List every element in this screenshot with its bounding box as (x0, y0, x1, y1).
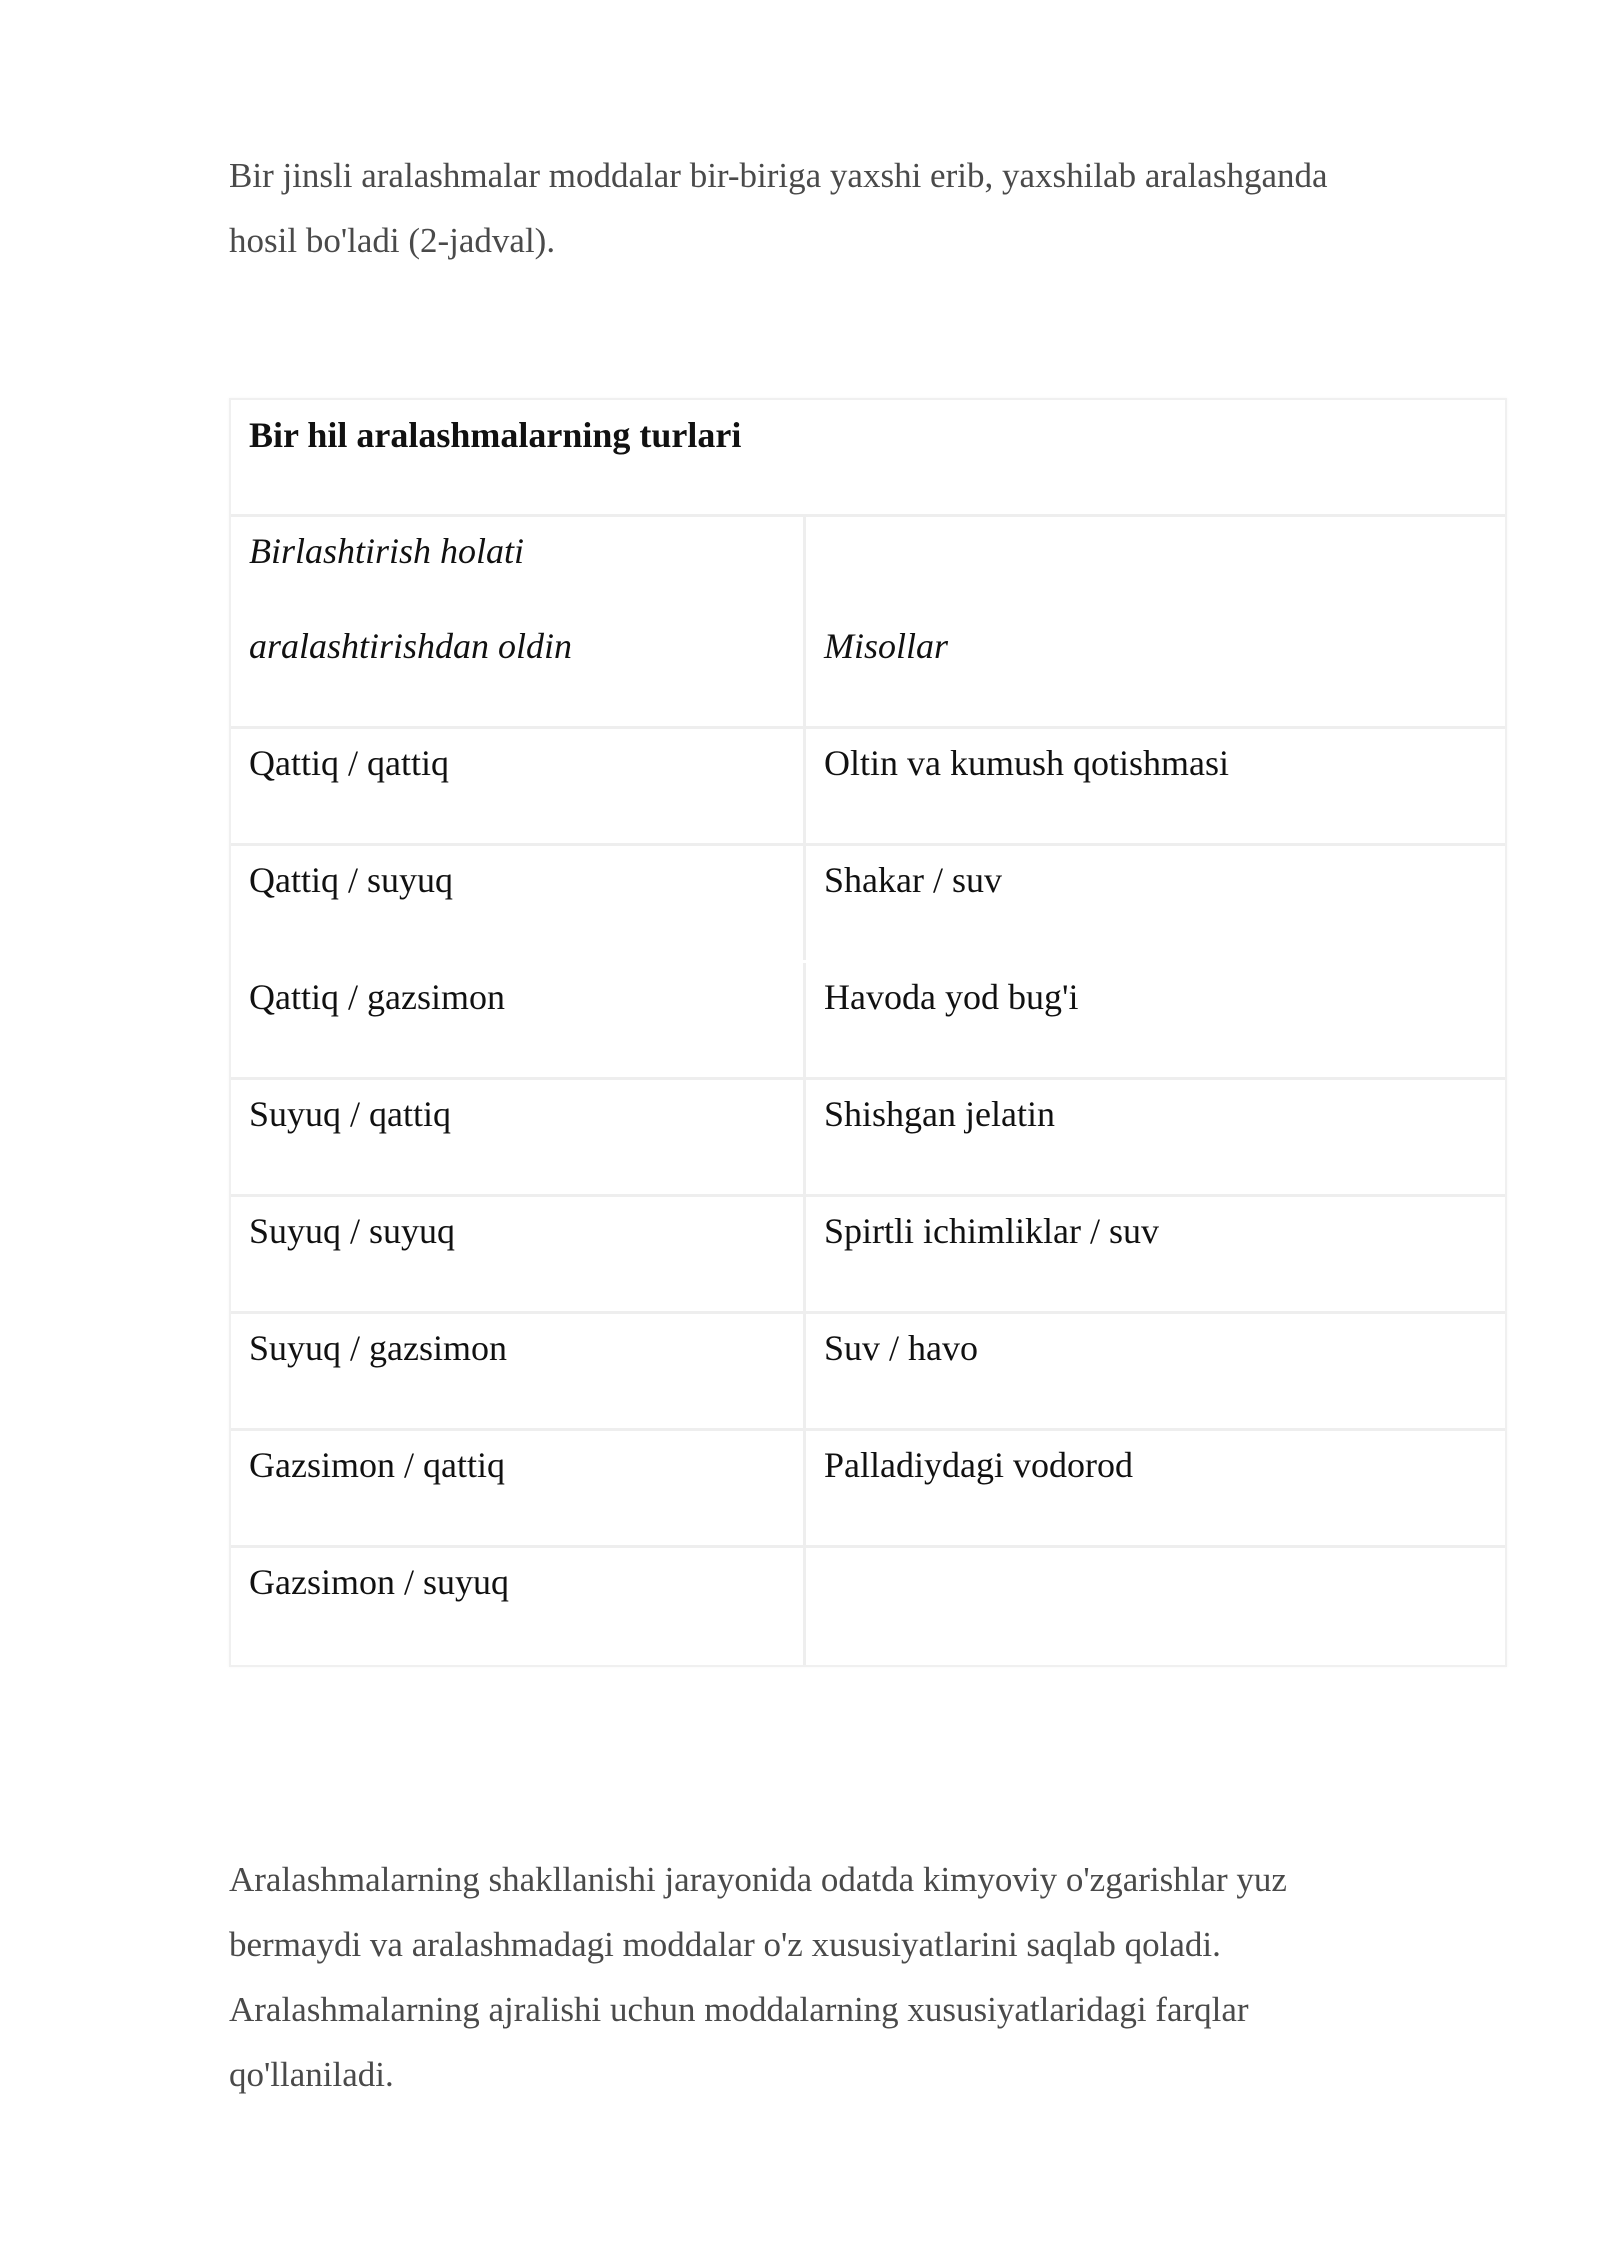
table-row (231, 1548, 1505, 1665)
mixture-types-table (229, 398, 1507, 1667)
header-state-cell (231, 517, 806, 726)
table-row (231, 1314, 1505, 1431)
table-row (231, 846, 1505, 963)
outro-line-1: Aralashmalarning shakllanishi jarayonida odatda kimyoviy o'zgarishlar yuz (229, 1860, 1287, 1899)
header-state-line-1: Birlashtirish holati (249, 531, 525, 571)
example-cell: Palladiydagi vodorod (824, 1445, 1133, 1485)
state-cell: Gazsimon / qattiq (231, 1431, 806, 1545)
header-state-line-2: aralashtirishdan oldin (249, 626, 573, 666)
table-header-row (231, 517, 1505, 729)
state-cell: Suyuq / gazsimon (231, 1314, 806, 1428)
example-cell (806, 1548, 1505, 1665)
table-row (231, 729, 1505, 846)
example-cell: Shishgan jelatin (824, 1094, 1055, 1134)
example-cell: Oltin va kumush qotishmasi (824, 743, 1229, 783)
intro-paragraph (229, 143, 1469, 273)
example-cell: Suv / havo (824, 1328, 979, 1368)
header-examples-cell (806, 517, 1505, 726)
intro-line-1: Bir jinsli aralashmalar moddalar bir-biriga yaxshi erib, yaxshilab aralashganda (229, 156, 1328, 195)
intro-line-2: hosil bo'ladi (2-jadval). (229, 221, 556, 260)
state-cell: Qattiq / gazsimon (231, 963, 806, 1077)
table-row (231, 1431, 1505, 1548)
example-cell: Spirtli ichimliklar / suv (824, 1211, 1159, 1251)
state-cell: Gazsimon / suyuq (231, 1548, 806, 1665)
outro-paragraph (229, 1847, 1469, 2107)
table-caption: Bir hil aralashmalarning turlari (231, 400, 1505, 517)
outro-line-4: qo'llaniladi. (229, 2055, 394, 2094)
outro-line-3: Aralashmalarning ajralishi uchun moddalarning xususiyatlaridagi farqlar (229, 1990, 1249, 2029)
table-row (231, 1080, 1505, 1197)
state-cell: Suyuq / suyuq (231, 1197, 806, 1311)
example-cell: Havoda yod bug'i (824, 977, 1079, 1017)
state-cell: Qattiq / qattiq (231, 729, 806, 843)
header-examples-label: Misollar (824, 626, 949, 666)
state-cell: Suyuq / qattiq (231, 1080, 806, 1194)
table-row (231, 963, 1505, 1080)
example-cell: Shakar / suv (824, 860, 1002, 900)
outro-line-2: bermaydi va aralashmadagi moddalar o'z xususiyatlarini saqlab qoladi. (229, 1925, 1221, 1964)
state-cell: Qattiq / suyuq (231, 846, 806, 960)
table-row (231, 1197, 1505, 1314)
